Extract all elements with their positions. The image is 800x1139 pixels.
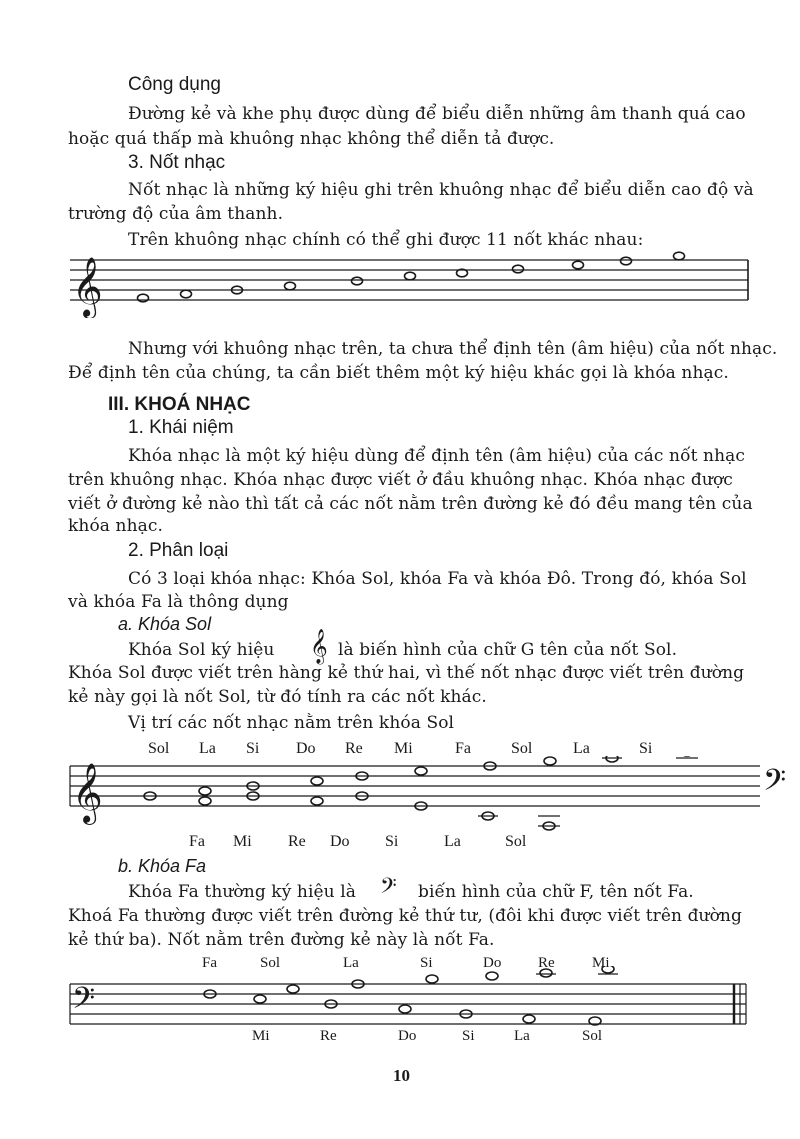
note-label: Do <box>296 740 316 757</box>
paragraph-line: kẻ này gọi là nốt Sol, từ đó tính ra các nốt khác. <box>68 687 487 707</box>
paragraph-line: khóa nhạc. <box>68 516 163 536</box>
heading-not-nhac: 3. Nốt nhạc <box>128 152 226 173</box>
note-label: Mi <box>233 833 252 850</box>
note-label: Sol <box>582 1028 603 1044</box>
paragraph-line: Trên khuông nhạc chính có thể ghi được 11 nốt khác nhau: <box>128 230 644 250</box>
paragraph-line: Khóa Sol ký hiệu <box>128 640 275 660</box>
paragraph-line: kẻ thứ ba). Nốt nằm trên đường kẻ này là nốt Fa. <box>68 930 495 950</box>
bass-clef-icon <box>763 764 786 805</box>
note-label: Si <box>246 740 260 757</box>
staff-treble-positions <box>0 756 800 836</box>
note-label: La <box>199 740 216 757</box>
note-label: Sol <box>260 955 281 971</box>
bass-clef-icon: 𝄢 <box>380 874 397 904</box>
paragraph-line: Khoá Fa thường được viết trên đường kẻ thứ tư, (đôi khi được viết trên đường <box>68 906 742 926</box>
svg-text:𝄢: 𝄢 <box>72 982 96 1023</box>
note-label: Mi <box>592 955 610 971</box>
note-label: Re <box>320 1028 337 1044</box>
svg-text:𝄞: 𝄞 <box>72 257 103 317</box>
treble-clef-icon: 𝄞 <box>310 629 328 664</box>
note-heads <box>204 966 614 1025</box>
paragraph-line: viết ở đường kẻ nào thì tất cả các nốt nằm trên đường kẻ đó đều mang tên của <box>68 494 753 514</box>
note-label: Do <box>483 955 502 971</box>
heading-cong-dung: Công dụng <box>128 74 221 95</box>
note-label: Re <box>345 740 363 757</box>
bass-clef-icon <box>72 982 95 1023</box>
svg-text:𝄢: 𝄢 <box>763 764 787 805</box>
section-title-khoa-nhac: III. KHOÁ NHẠC <box>108 394 251 415</box>
note-label: Fa <box>202 955 217 971</box>
heading-phan-loai: 2. Phân loại <box>128 540 229 561</box>
note-heads <box>144 756 693 830</box>
heading-khoa-fa: b. Khóa Fa <box>118 856 207 876</box>
note-label: La <box>343 955 359 971</box>
note-label: La <box>514 1028 530 1044</box>
heading-khoa-sol: a. Khóa Sol <box>118 614 212 634</box>
note-label: Fa <box>189 833 205 850</box>
paragraph-line: Nhưng với khuông nhạc trên, ta chưa thể định tên (âm hiệu) của nốt nhạc. <box>128 339 778 359</box>
staff-bass-positions <box>0 966 800 1026</box>
note-label: Do <box>398 1028 417 1044</box>
note-label: Sol <box>148 740 170 757</box>
note-label: Mi <box>394 740 413 757</box>
page-number: 10 <box>393 1066 410 1085</box>
note-label: Fa <box>455 740 471 757</box>
note-label: Si <box>639 740 653 757</box>
paragraph-line: biến hình của chữ F, tên nốt Fa. <box>418 882 694 902</box>
note-label: La <box>444 833 461 850</box>
note-label: Si <box>385 833 399 850</box>
note-label: Sol <box>505 833 527 850</box>
note-label: Do <box>330 833 350 850</box>
paragraph-line: Để định tên của chúng, ta cần biết thêm một ký hiệu khác gọi là khóa nhạc. <box>68 363 729 383</box>
heading-khai-niem: 1. Khái niệm <box>128 417 234 438</box>
paragraph-line: Nốt nhạc là những ký hiệu ghi trên khuông nhạc để biểu diễn cao độ và <box>128 180 754 200</box>
paragraph-line: là biến hình của chữ G tên của nốt Sol. <box>338 640 678 660</box>
paragraph-line: trường độ của âm thanh. <box>68 204 284 224</box>
paragraph-line: Có 3 loại khóa nhạc: Khóa Sol, khóa Fa và khóa Đô. Trong đó, khóa Sol <box>128 569 747 589</box>
note-label: Si <box>462 1028 475 1044</box>
paragraph-line: Khóa nhạc là một ký hiệu dùng để định tên (âm hiệu) của các nốt nhạc <box>128 446 745 466</box>
paragraph-line: Khóa Sol được viết trên hàng kẻ thứ hai, vì thế nốt nhạc được viết trên đường <box>68 663 745 683</box>
note-label: La <box>573 740 590 757</box>
note-label: Si <box>420 955 433 971</box>
paragraph-line: Vị trí các nốt nhạc nằm trên khóa Sol <box>128 713 455 733</box>
paragraph-line: và khóa Fa là thông dụng <box>68 592 289 612</box>
note-label: Sol <box>511 740 533 757</box>
note-label: Re <box>538 955 555 971</box>
paragraph-line: hoặc quá thấp mà khuông nhạc không thể diễn tả được. <box>68 129 555 149</box>
paragraph-line: trên khuông nhạc. Khóa nhạc được viết ở đầu khuông nhạc. Khóa nhạc được <box>68 470 733 490</box>
paragraph-line: Khóa Fa thường ký hiệu là <box>128 882 356 902</box>
paragraph-line: Đường kẻ và khe phụ được dùng để biểu diễn những âm thanh quá cao <box>128 104 746 124</box>
note-label: Mi <box>252 1028 270 1044</box>
note-label: Re <box>288 833 306 850</box>
treble-clef-icon <box>72 257 103 318</box>
staff-eleven-notes <box>0 248 800 318</box>
svg-text:𝄞: 𝄞 <box>72 763 103 823</box>
treble-clef-icon <box>72 763 103 825</box>
